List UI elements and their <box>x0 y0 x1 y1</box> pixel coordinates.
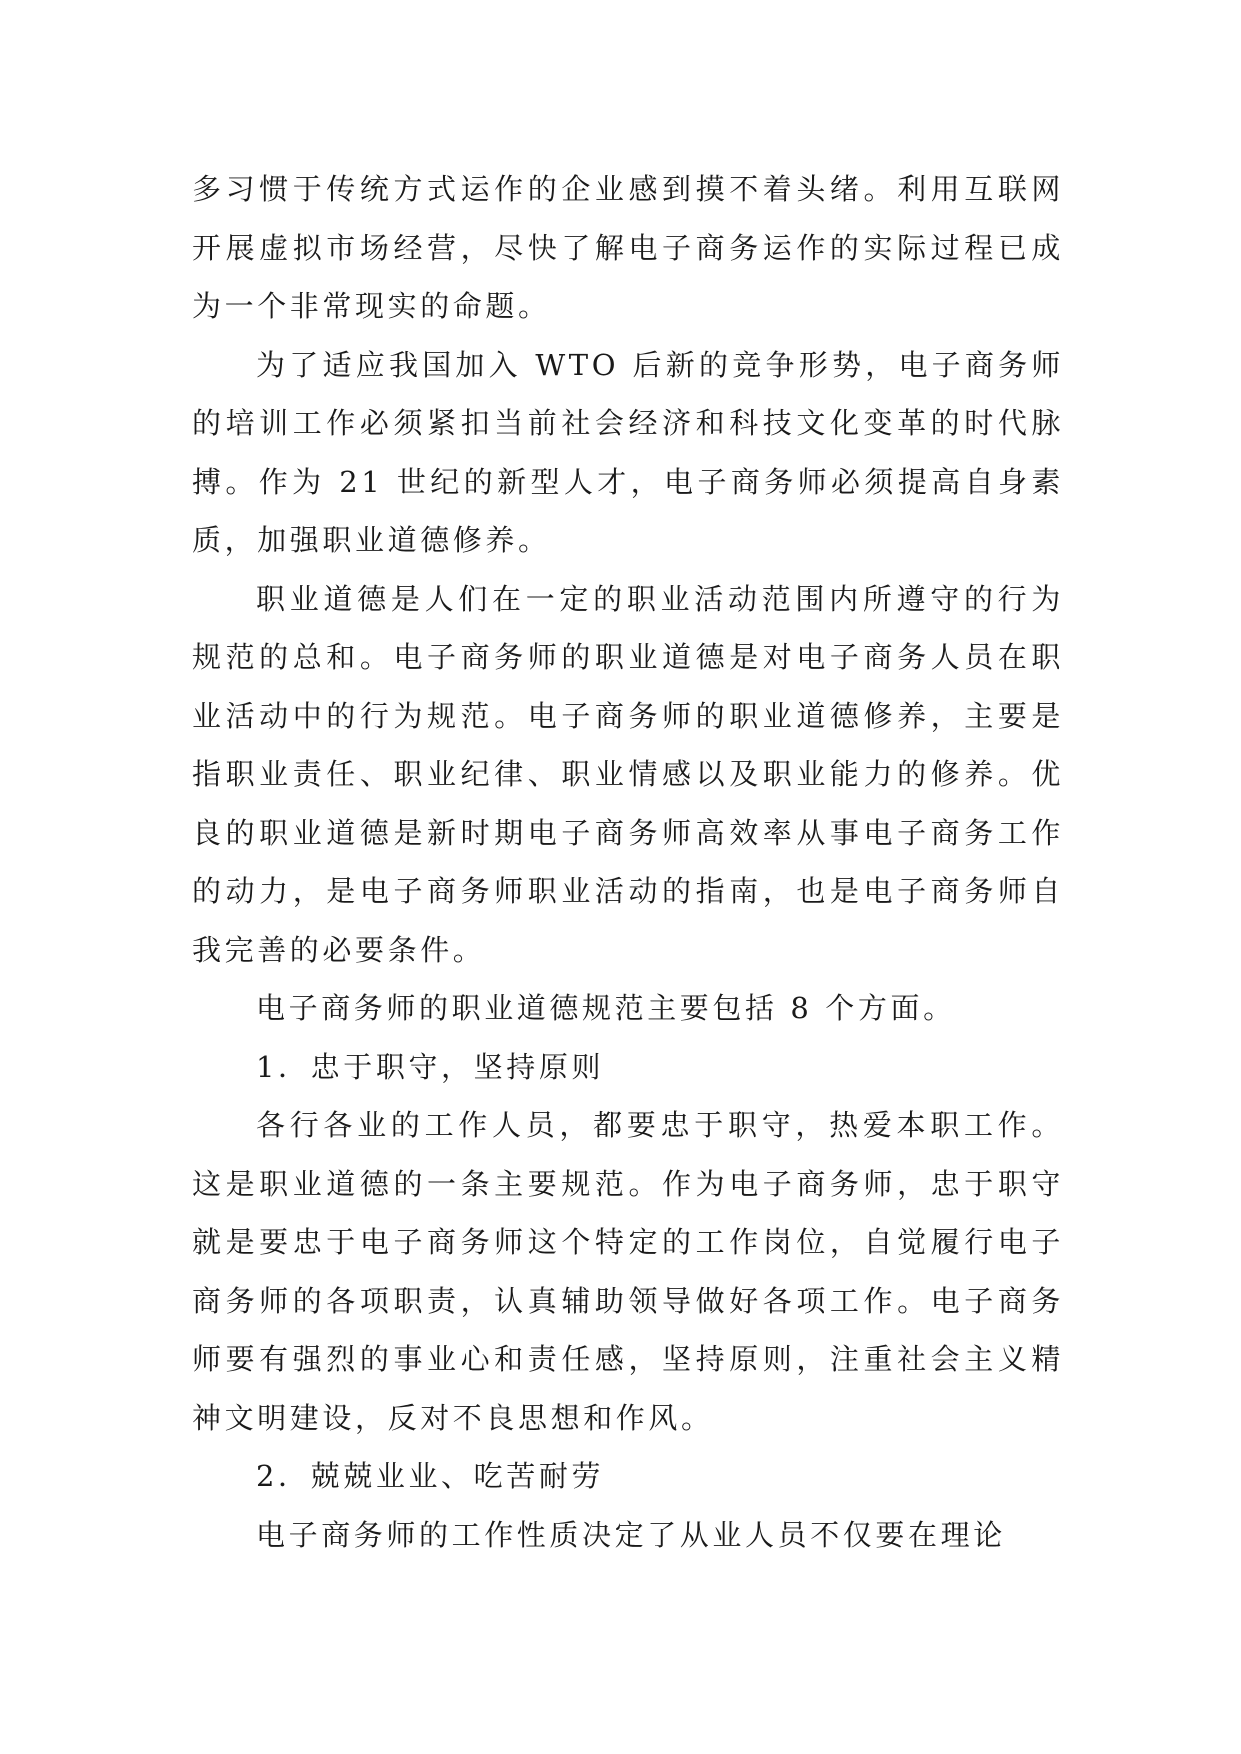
paragraph-1: 多习惯于传统方式运作的企业感到摸不着头绪。利用互联网开展虚拟市场经营，尽快了解电子商务运作的实际过程已成为一个非常现实的命题。 <box>192 172 1064 323</box>
section-heading-1: 1．忠于职守，坚持原则 <box>256 1049 605 1084</box>
document-body <box>192 160 1064 1564</box>
paragraph-2: 为了适应我国加入 WTO 后新的竞争形势，电子商务师的培训工作必须紧扣当前社会经济和科技文化变革的时代脉搏。作为 21 世纪的新型人才，电子商务师必须提高自身素质，加强职业道德修养。 <box>192 347 1064 557</box>
paragraph-4: 电子商务师的职业道德规范主要包括 8 个方面。 <box>256 991 956 1025</box>
paragraph-3: 职业道德是人们在一定的职业活动范围内所遵守的行为规范的总和。电子商务师的职业道德是对电子商务人员在职业活动中的行为规范。电子商务师的职业道德修养，主要是指职业责任、职业纪律、职业情感以及职业能力的修养。优良的职业道德是新时期电子商务师高效率从事电子商务工作的动力，是电子商务师职业活动的指南，也是电子商务师自我完善的必要条件。 <box>192 581 1064 967</box>
paragraph-5: 各行各业的工作人员，都要忠于职守，热爱本职工作。这是职业道德的一条主要规范。作为电子商务师，忠于职守就是要忠于电子商务师这个特定的工作岗位，自觉履行电子商务师的各项职责，认真辅助领导做好各项工作。电子商务师要有强烈的事业心和责任感，坚持原则，注重社会主义精神文明建设，反对不良思想和作风。 <box>192 1108 1064 1435</box>
paragraph-6: 电子商务师的工作性质决定了从业人员不仅要在理论 <box>256 1517 1006 1552</box>
section-heading-2: 2．兢兢业业、吃苦耐劳 <box>256 1459 605 1493</box>
